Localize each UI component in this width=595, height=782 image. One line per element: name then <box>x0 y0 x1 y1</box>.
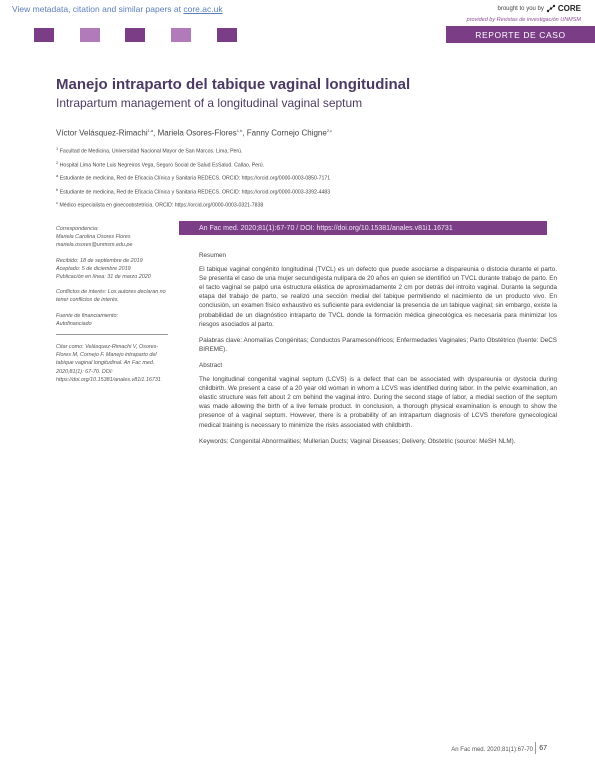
header-square <box>125 28 145 42</box>
affiliation-item: $^2$ Hospital Lima Norte Luis Negreiros Vega, Seguro Social de Salud EsSalud. Callao, Perú. <box>56 159 265 169</box>
resumen-text: El tabique vaginal congénito longitudinal (TVCL) es un defecto que puede asociarse a dispareunia o distocia durante el parto. Se presenta el caso de una mujer secundigesta nulípara de 20 años en quien se identificó un TVCL durante trabajo de parto. En el tacto vaginal se palpó una estructura elástica de aproximadamente 2 cm por detrás del introito vaginal. Durante la segunda etapa del trabajo de parto, se realizó una sección medial del tabique permitiendo el nacimiento de un producto vivo. En conclusión, un examen físico exhaustivo es suficiente para evidenciar la presencia de un tabique vaginal; sin embargo, existe la probabilidad de un diagnóstico intraparto de TVCL donde la formación médica ginecológica es necesaria para minimizar los riesgos asociados al parto. <box>199 266 557 328</box>
resumen-heading: Resumen <box>199 252 226 259</box>
section-label: REPORTE DE CASO <box>446 26 595 43</box>
correspondence-email[interactable]: mariela.osores@unmsm.edu.pe <box>56 242 133 249</box>
author-name: Víctor Velásquez-Rimachi <box>56 128 148 138</box>
author-name: Mariela Osores-Flores <box>157 128 237 138</box>
author-list: Víctor Velásquez-Rimachi$^{1,a}$, Mariela Osores-Flores$^{1,b}$, Fanny Cornejo Chigne$^{2,c}$ <box>56 128 333 138</box>
core-domain-link[interactable]: core.ac.uk <box>183 4 223 14</box>
funding-label: Fuente de financiamiento: <box>56 312 119 319</box>
page-number: 67 <box>539 745 547 752</box>
doi-banner[interactable]: An Fac med. 2020;81(1):67-70 / DOI: https://doi.org/10.15381/anales.v81i1.16731 <box>179 221 547 235</box>
affiliation-item: $^1$ Facultad de Medicina, Universidad Nacional Mayor de San Marcos. Lima, Perú. <box>56 146 243 155</box>
author-superscript: 1,b <box>236 128 243 133</box>
received-date: Recibido: 18 de septiembre de 2019 <box>56 257 143 264</box>
header-square <box>171 28 191 42</box>
footer-divider <box>535 742 536 754</box>
article-body <box>199 251 557 453</box>
core-brand-name: CORE <box>557 4 581 13</box>
abstract-text: The longitudinal congenital vaginal septum (LCVS) is a defect that can be associated with dyspareunia or dystocia during childbirth. We present a case of a 20 year old woman in whom a LCVS was identified during labor. In the pelvic examination, an elastic structure was felt about 2 cm behind the vaginal intro. During the second stage of labor, a medial section of the septum was made allowing the birth of a live female product. In conclusion, a thorough physical examination is enough to show the presence of a vaginal septum. However, there is a probability of an intrapartum diagnosis of LCVS therefore gynecological medical training is necessary to minimize the risks associated with childbirth. <box>199 376 557 429</box>
header-square <box>34 28 54 42</box>
funding-text: Autofinanciado <box>56 320 92 327</box>
sidebar-info <box>56 225 168 384</box>
affiliation-item: $^a$ Estudiante de medicina, Red de Eficacia Clínica y Sanitaria REDECS. ORCID: https://orcid.org/0000-0003-0850-7171 <box>56 173 331 182</box>
affiliations <box>56 144 330 212</box>
correspondence-name: Mariela Carolina Osores Flores <box>56 234 131 241</box>
author-name: Fanny Cornejo Chigne <box>246 128 327 138</box>
brought-by-text: brought to you by <box>497 5 544 12</box>
sidebar-divider <box>56 334 168 335</box>
affiliation-item: $^c$ Médico especialista en ginecoobstetricia. ORCID: https://orcid.org/0000-0003-0321-7838 <box>56 200 264 209</box>
article-subtitle: Intrapartum management of a longitudinal vaginal septum <box>56 96 363 110</box>
abstract-heading: Abstract <box>199 361 223 369</box>
author-superscript: 2,c <box>326 128 333 133</box>
palabras-clave: Palabras clave: Anomalías Congénitas; Conductos Paramesonéfricos; Enfermedades Vaginales; Parto Obstétrico (fuente: DeCS BIREME). <box>199 336 557 353</box>
keywords: Keywords: Congenital Abnormalities; Mullerian Ducts; Vaginal Diseases; Delivery, Obstetric (source: MeSH NLM). <box>199 437 516 445</box>
correspondence-label: Correspondencia: <box>56 226 99 232</box>
provided-by-text[interactable]: provided by Revistas de investigación UNMSM <box>466 17 581 23</box>
header-square <box>217 28 237 42</box>
footer-citation: An Fac med. 2020;81(1):67-70 <box>451 747 533 753</box>
cite-as: Citar como: Velásquez-Rimachi V, Osores-Flores M, Cornejo F. Manejo intraparto del tabique vaginal longitudinal. An Fac med. 2020;81(1): 67-70. DOI: https://doi.org/10.15381/anales.v81i1.16731 <box>56 344 161 383</box>
header-square <box>80 28 100 42</box>
core-metadata-link[interactable]: View metadata, citation and similar papers at core.ac.uk <box>12 4 223 14</box>
accepted-date: Aceptado: 5 de diciembre 2019 <box>56 265 131 272</box>
published-date: Publicación en línea: 31 de marzo 2020 <box>56 274 151 281</box>
affiliation-item: $^b$ Estudiante de medicina, Red de Eficacia Clínica y Sanitaria REDECS. ORCID: https://orcid.org/0000-0003-3392-4483 <box>56 186 331 196</box>
conflicts-statement: Conflictos de interés: Los autores declaran no tener conflictos de interés. <box>56 289 166 304</box>
article-title: Manejo intraparto del tabique vaginal longitudinal <box>56 76 411 93</box>
author-superscript: 1,a <box>147 128 154 133</box>
core-logo-icon <box>546 4 556 13</box>
core-brand[interactable] <box>498 4 582 13</box>
